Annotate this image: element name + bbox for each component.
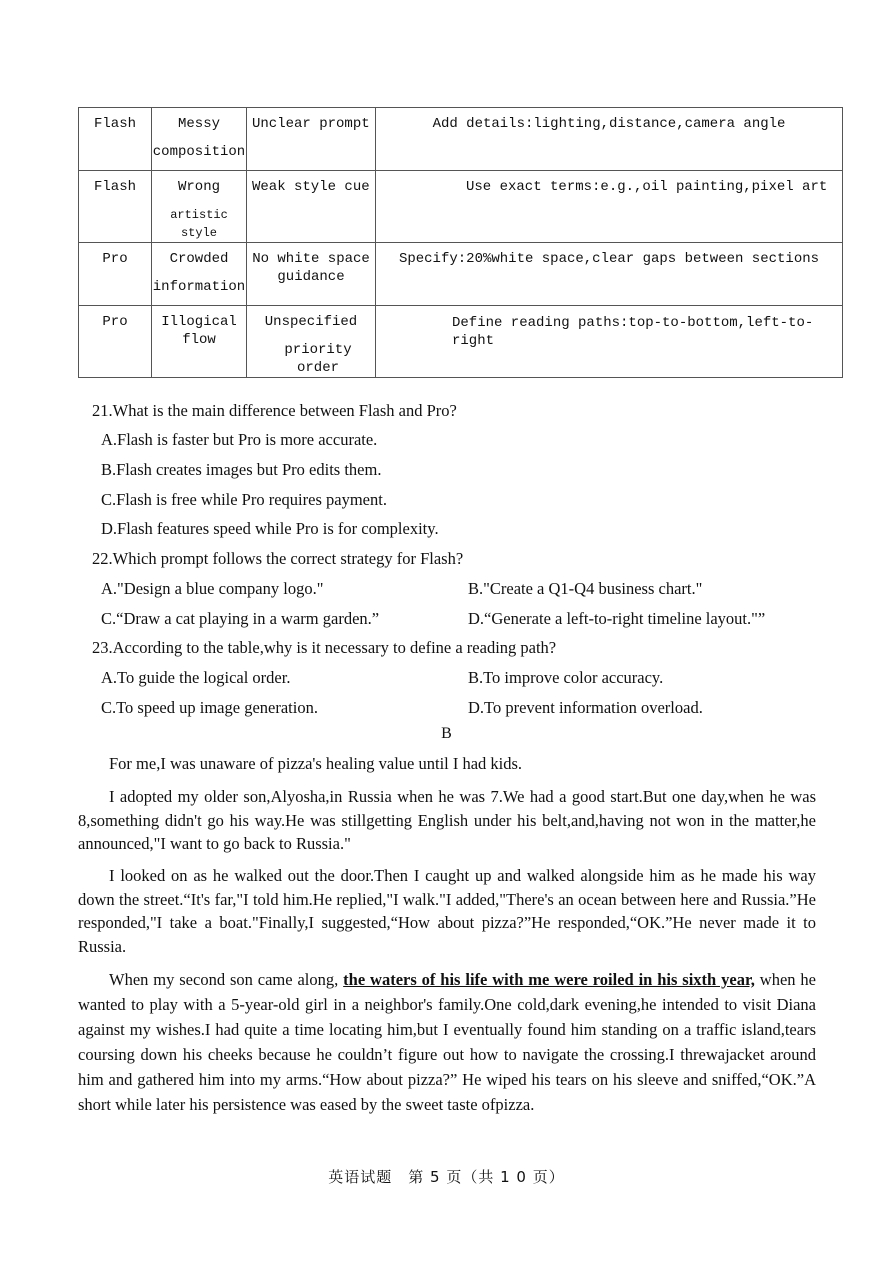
mode-text: Pro <box>102 314 128 330</box>
cause-text: Unspecified <box>264 314 358 330</box>
question-21-option-d: D.Flash features speed while Pro is for complexity. <box>101 519 439 538</box>
mode-cell <box>79 243 152 306</box>
cause-text: Weak style cue <box>252 179 370 195</box>
question-23-stem: 23.According to the table,why is it necessary to define a reading path? <box>92 638 557 657</box>
problem-cell <box>152 171 247 243</box>
problem-text-line2: information <box>152 279 246 295</box>
problem-text: Crowded <box>169 251 229 267</box>
section-label: B <box>441 725 452 742</box>
mode-text: Flash <box>93 179 136 195</box>
question-22-option-b: B."Create a Q1-Q4 business chart." <box>468 579 703 598</box>
cause-cell <box>247 171 376 243</box>
cause-text: No white space <box>252 251 370 267</box>
passage-paragraph-2: I adopted my older son,Alyosha,in Russia when he was 7.We had a good start.But one day,when he was 8,something didn't go his way.He was stillgetting English under his belt,and,having not won in the matter,he announced,"I want to go back to Russia." <box>78 787 816 853</box>
question-21-option-b: B.Flash creates images but Pro edits them. <box>101 460 382 479</box>
question-23-option-d: D.To prevent information overload. <box>468 698 703 717</box>
question-22-option-d: D.“Generate a left-to-right timeline layout."” <box>468 609 766 628</box>
cause-text-line2: guidance <box>277 269 345 285</box>
cause-cell <box>247 243 376 306</box>
question-22-option-c: C.“Draw a cat playing in a warm garden.” <box>101 609 380 628</box>
fix-cell <box>376 108 843 171</box>
problem-text-line2: flow <box>182 332 216 348</box>
question-21-option-a: A.Flash is faster but Pro is more accurate. <box>101 430 378 449</box>
question-22-option-a: A."Design a blue company logo." <box>101 579 324 598</box>
paragraph-4-body: when he wanted to play with a 5-year-old girl in a neighbor's family.One cold,dark evening,he intended to visit Diana against my wishes.I had quite a time locating him,but I eventually found him standing on a traffic island,tears coursing down his cheeks because he couldn’t figure out how to navigate the crossing.I threwajacket around him and gathered him into my arms.“How about pizza?” He wiped his tears on his sleeve and sniffed,“OK.”A short while later his persistence was eased by the sweet taste ofpizza. <box>78 970 816 1114</box>
problem-text: Illogical <box>161 314 237 330</box>
table-row <box>79 306 843 378</box>
fix-text: Define reading paths:top-to-bottom,left-to-right <box>452 315 814 349</box>
problem-text-line2: artistic style <box>170 208 228 240</box>
question-21-stem: 21.What is the main difference between Flash and Pro? <box>92 401 457 420</box>
question-22-stem: 22.Which prompt follows the correct strategy for Flash? <box>92 549 464 568</box>
fix-cell <box>376 243 843 306</box>
problem-text: Messy <box>177 116 220 132</box>
underlined-phrase: the waters of his life with me were roiled in his sixth year, <box>343 970 755 989</box>
prompt-problem-table <box>78 107 843 378</box>
mode-cell <box>79 108 152 171</box>
mode-text: Pro <box>102 251 128 267</box>
fix-text: Use exact terms:e.g.,oil painting,pixel art <box>466 179 828 195</box>
mode-text: Flash <box>93 116 136 132</box>
fix-cell <box>376 306 843 378</box>
page-footer: 英语试题 第 5 页（共 1 0 页） <box>328 1168 565 1186</box>
cause-cell <box>247 306 376 378</box>
passage-paragraph-1: For me,I was unaware of pizza's healing value until I had kids. <box>109 754 523 773</box>
fix-text: Add details:lighting,distance,camera angle <box>432 116 786 132</box>
problem-cell <box>152 243 247 306</box>
cause-text-line2: priority order <box>284 342 352 376</box>
question-23-option-b: B.To improve color accuracy. <box>468 668 664 687</box>
problem-text: Wrong <box>177 179 220 195</box>
fix-text: Specify:20%white space,clear gaps between sections <box>398 251 820 267</box>
problem-cell <box>152 306 247 378</box>
mode-cell <box>79 306 152 378</box>
passage-paragraph-3: I looked on as he walked out the door.Then I caught up and walked alongside him as he made his way down the street.“It's far,"I told him.He replied,"I walk."I added,"There's an ocean between here and Russia.”He responded,"I take a boat."Finally,I suggested,“How about pizza?”He responded,“OK.”He never made it to Russia. <box>78 866 816 956</box>
problem-cell <box>152 108 247 171</box>
mode-cell <box>79 171 152 243</box>
fix-cell <box>376 171 843 243</box>
passage-paragraph-4 <box>78 967 816 1117</box>
question-23-option-c: C.To speed up image generation. <box>101 698 318 717</box>
cause-text: Unclear prompt <box>252 116 370 132</box>
table-row <box>79 108 843 171</box>
problem-text-line2: composition <box>152 144 246 160</box>
question-23-option-a: A.To guide the logical order. <box>101 668 291 687</box>
paragraph-4-intro: When my second son came along, <box>109 970 344 989</box>
cause-cell <box>247 108 376 171</box>
table-row <box>79 243 843 306</box>
question-21-option-c: C.Flash is free while Pro requires payment. <box>101 490 387 509</box>
table-row <box>79 171 843 243</box>
